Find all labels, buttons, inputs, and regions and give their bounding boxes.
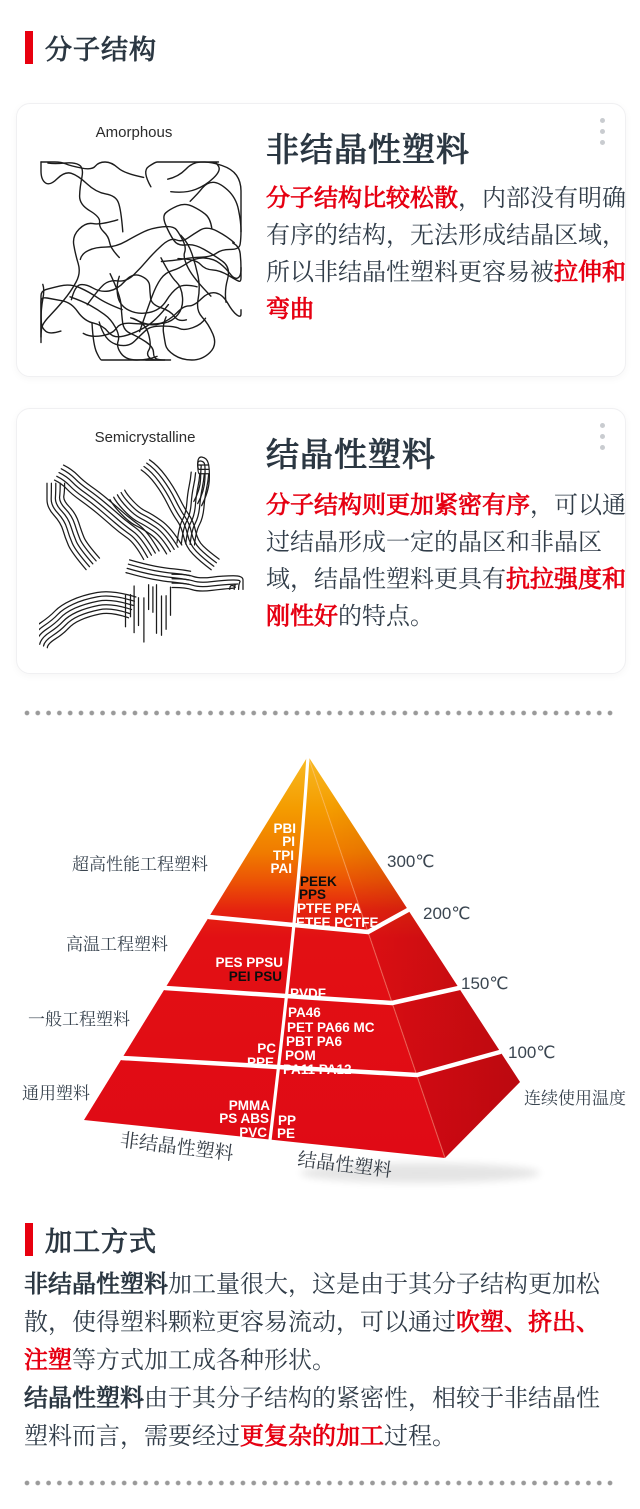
material-label: PPE — [246, 1055, 274, 1070]
card-menu-icon[interactable] — [600, 118, 605, 145]
axis-label: 连续使用温度 — [524, 1089, 626, 1108]
material-label: PBT PA6 — [286, 1034, 343, 1049]
category-label: 通用塑料 — [22, 1084, 90, 1103]
amorphous-image-label: Amorphous — [95, 124, 173, 141]
processing-method-heading — [25, 1220, 157, 1259]
material-label: PVC — [239, 1125, 267, 1140]
material-label: PA11 PA12 — [283, 1062, 352, 1077]
amorphous-card — [16, 103, 626, 377]
material-label: PAI — [270, 861, 292, 876]
material-label: PMMA — [228, 1098, 270, 1113]
material-label: PE — [277, 1126, 296, 1141]
card-menu-icon[interactable] — [600, 423, 605, 450]
card-body-text: 分子结构则更加紧密有序，可以通过结晶形成一定的晶区和非晶区域，结晶性塑料更具有抗拉强度和刚性好的特点。 — [266, 492, 626, 630]
category-label: 一般工程塑料 — [28, 1010, 130, 1029]
material-label: POM — [285, 1048, 316, 1063]
material-label: PA46 — [288, 1005, 321, 1020]
temp-label: 200℃ — [423, 904, 471, 923]
paragraph-amorphous-processing: 非结晶性塑料加工量很大，这是由于其分子结构更加松散，使得塑料颗粒更容易流动，可以通过吹塑、挤出、注塑等方式加工成各种形状。 — [24, 1271, 600, 1374]
semicrystalline-structure-image — [39, 455, 251, 663]
material-label: PES PPSU — [215, 955, 283, 970]
material-label: TPI — [272, 848, 294, 863]
page-title: 分子结构 — [45, 35, 157, 65]
dotted-divider — [24, 710, 618, 716]
material-label: PVDF — [290, 986, 327, 1001]
section-title: 加工方式 — [45, 1227, 157, 1257]
molecular-structure-heading — [25, 28, 157, 67]
category-label: 超高性能工程塑料 — [72, 855, 208, 874]
heading-accent-bar — [25, 1223, 33, 1256]
temp-label: 100℃ — [508, 1043, 556, 1062]
semicrystalline-image-label: Semicrystalline — [94, 429, 196, 446]
processing-text — [24, 1266, 620, 1456]
material-label: PP — [278, 1113, 297, 1128]
semicrystalline-card — [16, 408, 626, 674]
material-label: ETFE PCTFE — [296, 915, 379, 930]
dotted-divider — [24, 1480, 618, 1486]
material-label: PTFE PFA — [297, 901, 362, 916]
card-title: 非结晶性塑料 — [266, 131, 470, 168]
material-label: PS ABS — [219, 1111, 269, 1126]
material-label: PPS — [299, 887, 327, 902]
base-label-amorphous: 非结晶性塑料 — [118, 1130, 235, 1165]
card-body-text: 分子结构比较松散，内部没有明确有序的结构，无法形成结晶区域，所以非结晶性塑料更容易被拉伸和弯曲 — [266, 185, 626, 323]
material-label: PEI PSU — [228, 969, 282, 984]
amorphous-structure-image — [35, 148, 247, 364]
material-label: PI — [282, 834, 295, 849]
category-label: 高温工程塑料 — [66, 935, 168, 954]
material-label: PC — [257, 1041, 276, 1056]
card-title: 结晶性塑料 — [266, 436, 436, 473]
material-label: PEEK — [300, 874, 337, 889]
heading-accent-bar — [25, 31, 33, 64]
temp-label: 300℃ — [387, 852, 435, 871]
paragraph-crystalline-processing: 结晶性塑料由于其分子结构的紧密性，相较于非结晶性塑料而言，需要经过更复杂的加工过程。 — [24, 1385, 600, 1450]
material-label: PBI — [273, 821, 296, 836]
material-label: PET PA66 MC — [287, 1020, 375, 1035]
base-label-crystalline: 结晶性塑料 — [296, 1149, 394, 1182]
temp-label: 150℃ — [461, 974, 509, 993]
pyramid-chart — [0, 732, 640, 1210]
